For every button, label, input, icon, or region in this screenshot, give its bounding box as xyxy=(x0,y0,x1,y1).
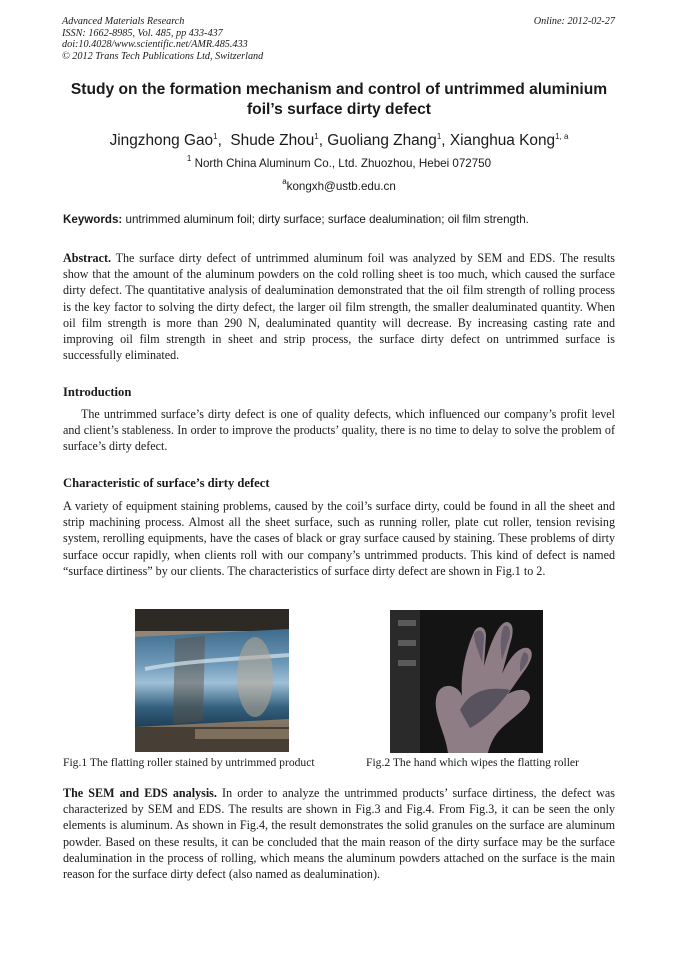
author-name: Shude Zhou xyxy=(230,132,315,149)
characteristic-text: A variety of equipment staining problems, caused by the coil’s surface dirty, could be found in all the sheet and strip machining process. Almost all the sheet surface, such as running roller, plate cut roller, tension revising system, rerolling equipments, have the cases of black or gray surface caused by staining. These problems of dirty surface occur rapidly, when clients roll with our company’s untrimmed products. This kind of defect is named “surface dirtiness” by our clients. The characteristics of surface dirty defect are shown in Fig.1 to 2. xyxy=(63,499,615,578)
title-line-1: Study on the formation mechanism and control of untrimmed aluminium xyxy=(70,81,608,98)
author-affiliation-mark: 1 xyxy=(314,132,319,141)
sem-eds-text: In order to analyze the untrimmed products’ surface dirtiness, the defect was characterized by SEM and EDS. The results are shown in Fig.3 and Fig.4. From Fig.3, it can be seen the only elements is aluminum. As shown in Fig.4, the result demonstrates the solid granules on the surface are aluminum powder. Based on these results, it can be concluded that the main reason of the dirty surface may be the surface dealumination in the process of rolling, which means the aluminum powders attached on the surface is the main reason for the surface dirty defect (also named as dealumination). xyxy=(63,786,615,882)
introduction-heading: Introduction xyxy=(63,385,132,399)
author-name: Guoliang Zhang xyxy=(327,132,437,149)
title-line-2: foil’s surface dirty defect xyxy=(246,101,431,118)
figure-1-roller-photo xyxy=(135,609,289,752)
copyright-line: © 2012 Trans Tech Publications Ltd, Switzerland xyxy=(62,50,264,62)
doi-line: doi:10.4028/www.scientific.net/AMR.485.433 xyxy=(62,39,248,51)
paper-title xyxy=(50,80,628,120)
author-affiliation-mark: 1, a xyxy=(555,132,569,141)
author-list: Jingzhong Gao$^1$, Shude Zhou$^1$, Guoliang Zhang$^1$, Xianghua Kong$^{1, a}$ xyxy=(109,132,569,149)
email-address[interactable]: kongxh@ustb.edu.cn xyxy=(286,180,396,193)
online-date: Online: 2012-02-27 xyxy=(533,16,615,27)
abstract-label: Abstract. xyxy=(63,251,112,265)
keywords-label: Keywords: xyxy=(63,213,123,226)
author-affiliation-mark: 1 xyxy=(436,132,442,141)
abstract xyxy=(63,250,615,363)
keywords-text: untrimmed aluminum foil; dirty surface; surface dealumination; oil film strength. xyxy=(125,213,529,226)
introduction-text: The untrimmed surface’s dirty defect is one of quality defects, which influenced our company’s profit level and client’s stableness. In order to improve the products’ quality, there is no time to delay to solve the problem of surface’s dirty defect. xyxy=(63,407,615,454)
contact-email xyxy=(50,177,628,194)
sem-eds-paragraph xyxy=(63,785,615,882)
email-mark: a xyxy=(282,177,287,186)
affiliation-mark: 1 xyxy=(186,154,192,163)
running-header xyxy=(62,16,263,62)
characteristic-heading: Characteristic of surface’s dirty defect xyxy=(63,476,270,490)
figure-1-caption: Fig.1 The flatting roller stained by untrimmed product xyxy=(63,756,315,769)
affiliation-text: North China Aluminum Co., Ltd. Zhuozhou, Hebei 072750 xyxy=(194,157,492,170)
author-name: Jingzhong Gao xyxy=(109,132,214,149)
figure-2-caption: Fig.2 The hand which wipes the flatting roller xyxy=(366,756,579,769)
journal-name: Advanced Materials Research xyxy=(62,16,185,27)
author-affiliation-mark: 1 xyxy=(213,132,218,141)
issn-line: ISSN: 1662-8985, Vol. 485, pp 433-437 xyxy=(62,27,223,39)
keywords xyxy=(63,213,615,227)
sem-eds-label: The SEM and EDS analysis. xyxy=(63,786,217,800)
abstract-text: The surface dirty defect of untrimmed aluminum foil was analyzed by SEM and EDS. The results show that the amount of the aluminum powders on the cold rolling sheet is too much, which caused the surface dirty defect. The quantitative analysis of dealumination demonstrated that the oil film strength of rolling process is the key factor to solving the dirty defect, the larger oil film strength, the smaller dealuminated quantity. When oil film strength is more than 290 N, dealuminated quantity will decrease. By increasing casting rate and improving oil film strength in sheet and strip process, the surface dirty defect on untrimmed surface is successfully eliminated. xyxy=(63,251,615,363)
affiliation xyxy=(50,154,628,171)
author-name: Xianghua Kong xyxy=(449,132,556,149)
figure-2-hand-photo xyxy=(390,610,543,753)
